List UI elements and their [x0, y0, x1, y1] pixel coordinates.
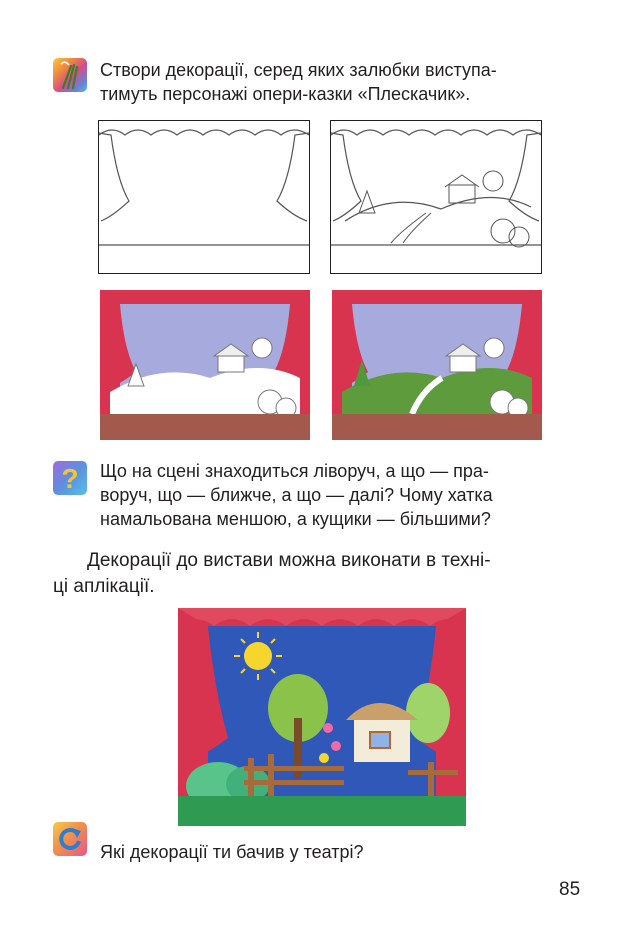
page-number: 85 — [559, 879, 581, 900]
paragraph-line-1: Декорації до вистави можна виконати в техні- — [87, 550, 491, 571]
stage-outline-scenery — [330, 120, 542, 274]
repeat-arrow-icon — [53, 822, 87, 856]
brush-icon — [53, 58, 87, 92]
stage-winter-scene — [100, 290, 310, 440]
applique-stage-photo — [178, 608, 466, 826]
question-line-1: Що на сцені знаходиться ліворуч, а що — пра- — [100, 461, 489, 481]
paragraph — [53, 548, 586, 600]
task-instruction — [100, 58, 586, 106]
question-line-2: воруч, що — ближче, а що — далі? Чому хатка — [100, 485, 493, 505]
task-line-1: Створи декорації, серед яких залюбки виступа- — [100, 60, 497, 80]
question-line-3: намальована меншою, а кущики — більшими? — [100, 509, 491, 529]
task-line-2: тимуть персонажі опери-казки «Плескачик». — [100, 84, 471, 104]
paragraph-line-2: ці аплікації. — [53, 576, 155, 597]
stage-summer-scene — [332, 290, 542, 440]
question-mark-icon — [53, 461, 87, 495]
stage-outline-empty — [98, 120, 310, 274]
review-question: Які декорації ти бачив у театрі? — [100, 842, 364, 862]
question-text — [100, 459, 586, 531]
svg-text:?: ? — [61, 463, 79, 494]
